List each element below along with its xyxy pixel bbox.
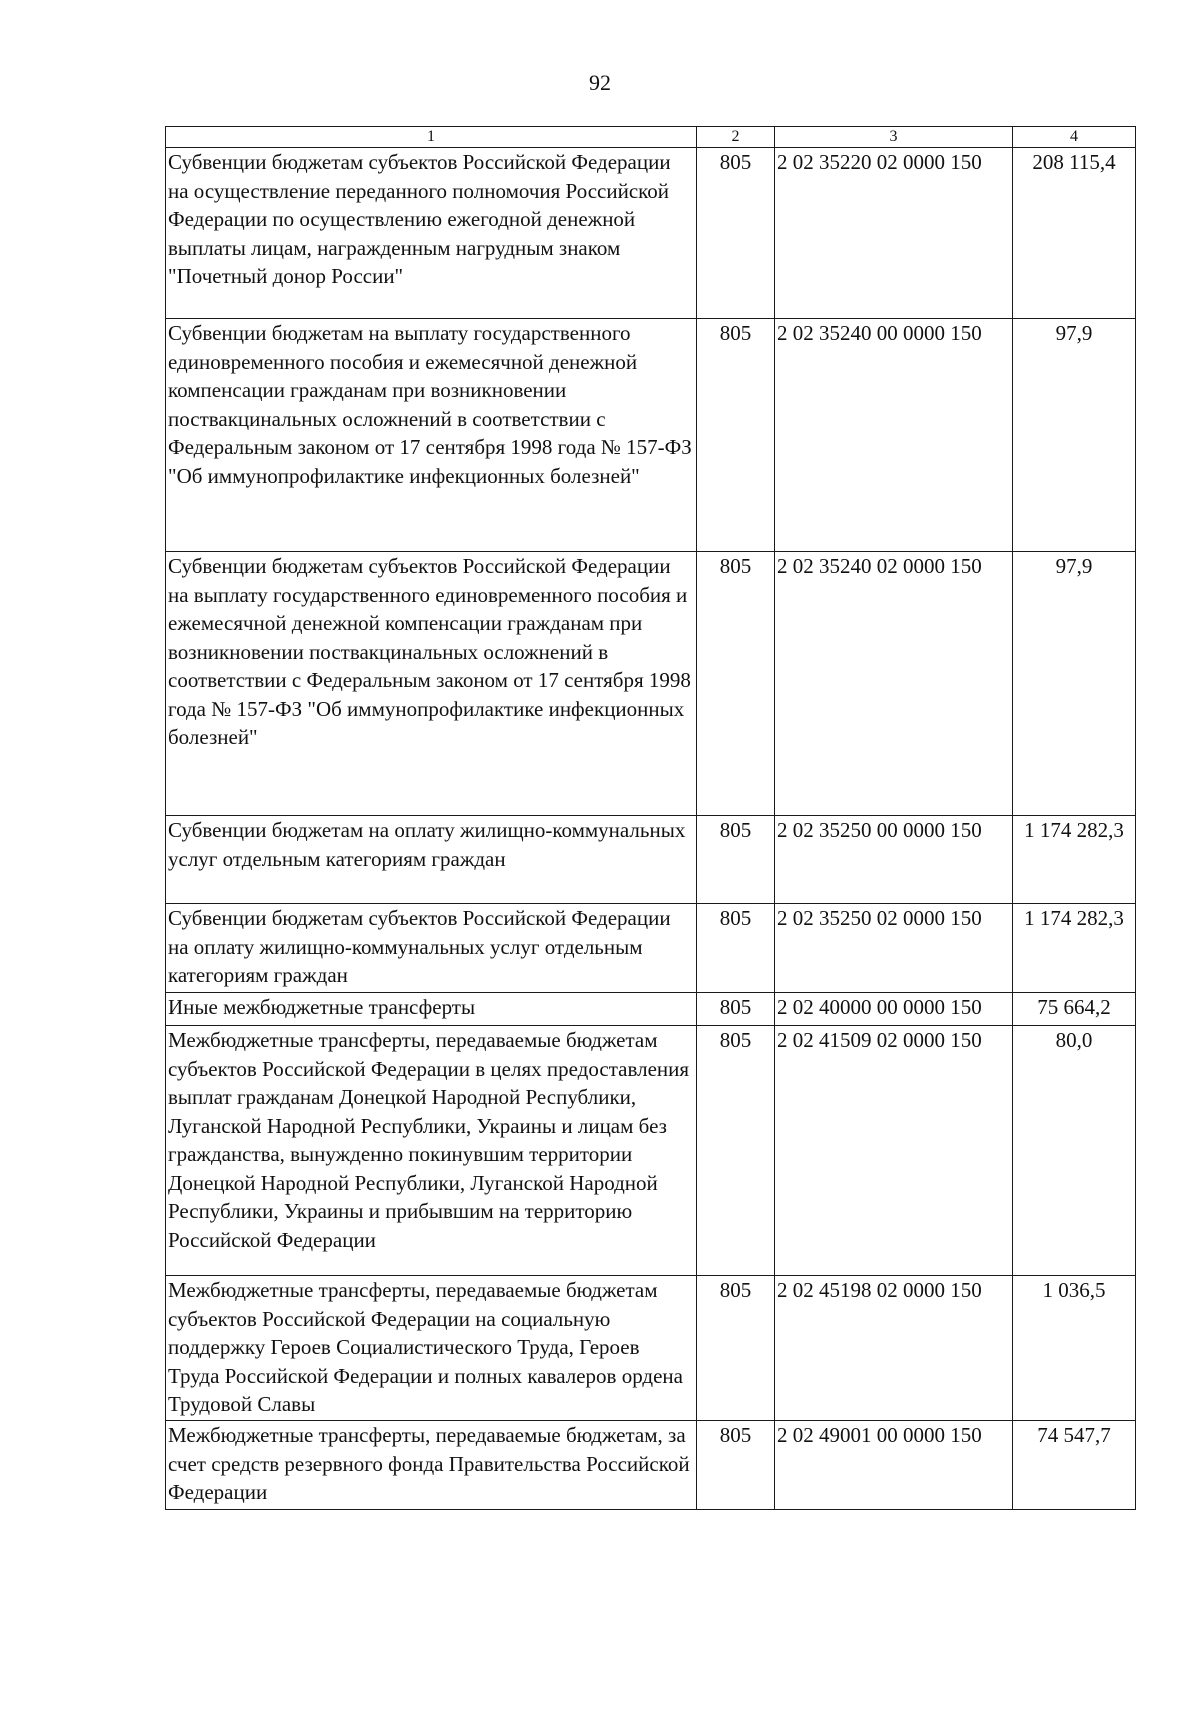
row-amount: 75 664,2 — [1013, 993, 1136, 1026]
table-row — [166, 552, 1136, 816]
row-description: Субвенции бюджетам субъектов Российской Федерации на осуществление переданного полномочия Российской Федерации по осуществлению ежегодной денежной выплаты лицам, награжденным нагрудным знаком "Почетный донор России" — [166, 148, 697, 319]
row-budget-code: 2 02 41509 02 0000 150 — [775, 1026, 1013, 1276]
page-number: 92 — [589, 70, 611, 95]
row-admin-code: 805 — [697, 319, 775, 552]
row-amount: 97,9 — [1013, 552, 1136, 816]
row-amount: 74 547,7 — [1013, 1421, 1136, 1510]
row-budget-code: 2 02 45198 02 0000 150 — [775, 1276, 1013, 1421]
row-description: Межбюджетные трансферты, передаваемые бюджетам, за счет средств резервного фонда Правительства Российской Федерации — [166, 1421, 697, 1510]
row-admin-code: 805 — [697, 993, 775, 1026]
row-budget-code: 2 02 49001 00 0000 150 — [775, 1421, 1013, 1510]
row-description: Субвенции бюджетам субъектов Российской Федерации на выплату государственного единовременного пособия и ежемесячной денежной компенсации гражданам при возникновении поствакцинальных осложнений в соответствии с Федеральным законом от 17 сентября 1998 года № 157-ФЗ "Об иммунопрофилактике инфекционных болезней" — [166, 552, 697, 816]
row-budget-code: 2 02 40000 00 0000 150 — [775, 993, 1013, 1026]
row-budget-code: 2 02 35250 00 0000 150 — [775, 816, 1013, 904]
row-admin-code: 805 — [697, 148, 775, 319]
column-header: 2 — [697, 127, 775, 148]
row-admin-code: 805 — [697, 904, 775, 993]
table-row — [166, 1276, 1136, 1421]
row-amount: 1 036,5 — [1013, 1276, 1136, 1421]
column-header: 3 — [775, 127, 1013, 148]
table-row — [166, 319, 1136, 552]
row-description: Иные межбюджетные трансферты — [166, 993, 697, 1026]
row-budget-code: 2 02 35250 02 0000 150 — [775, 904, 1013, 993]
row-description: Межбюджетные трансферты, передаваемые бюджетам субъектов Российской Федерации в целях предоставления выплат гражданам Донецкой Народной Республики, Луганской Народной Республики, Украины и лицам без гражданства, вынужденно покинувшим территории Донецкой Народной Республики, Луганской Народной Республики, Украины и прибывшим на территорию Российской Федерации — [166, 1026, 697, 1276]
table-row — [166, 148, 1136, 319]
row-description: Субвенции бюджетам на выплату государственного единовременного пособия и ежемесячной денежной компенсации гражданам при возникновении поствакцинальных осложнений в соответствии с Федеральным законом от 17 сентября 1998 года № 157-ФЗ "Об иммунопрофилактике инфекционных болезней" — [166, 319, 697, 552]
row-budget-code: 2 02 35240 00 0000 150 — [775, 319, 1013, 552]
row-description: Субвенции бюджетам субъектов Российской Федерации на оплату жилищно-коммунальных услуг отдельным категориям граждан — [166, 904, 697, 993]
row-description: Субвенции бюджетам на оплату жилищно-коммунальных услуг отдельным категориям граждан — [166, 816, 697, 904]
row-budget-code: 2 02 35220 02 0000 150 — [775, 148, 1013, 319]
table-row — [166, 993, 1136, 1026]
table-row — [166, 1026, 1136, 1276]
row-description: Межбюджетные трансферты, передаваемые бюджетам субъектов Российской Федерации на социальную поддержку Героев Социалистического Труда, Героев Труда Российской Федерации и полных кавалеров ордена Трудовой Славы — [166, 1276, 697, 1421]
row-amount: 97,9 — [1013, 319, 1136, 552]
row-admin-code: 805 — [697, 1276, 775, 1421]
table-row — [166, 904, 1136, 993]
table-header-row — [166, 127, 1136, 148]
budget-table — [165, 126, 1136, 1510]
column-header: 4 — [1013, 127, 1136, 148]
table-row — [166, 1421, 1136, 1510]
row-amount: 1 174 282,3 — [1013, 816, 1136, 904]
column-header: 1 — [166, 127, 697, 148]
row-amount: 1 174 282,3 — [1013, 904, 1136, 993]
row-admin-code: 805 — [697, 1026, 775, 1276]
row-amount: 208 115,4 — [1013, 148, 1136, 319]
table-row — [166, 816, 1136, 904]
row-admin-code: 805 — [697, 552, 775, 816]
row-amount: 80,0 — [1013, 1026, 1136, 1276]
row-admin-code: 805 — [697, 816, 775, 904]
row-budget-code: 2 02 35240 02 0000 150 — [775, 552, 1013, 816]
row-admin-code: 805 — [697, 1421, 775, 1510]
